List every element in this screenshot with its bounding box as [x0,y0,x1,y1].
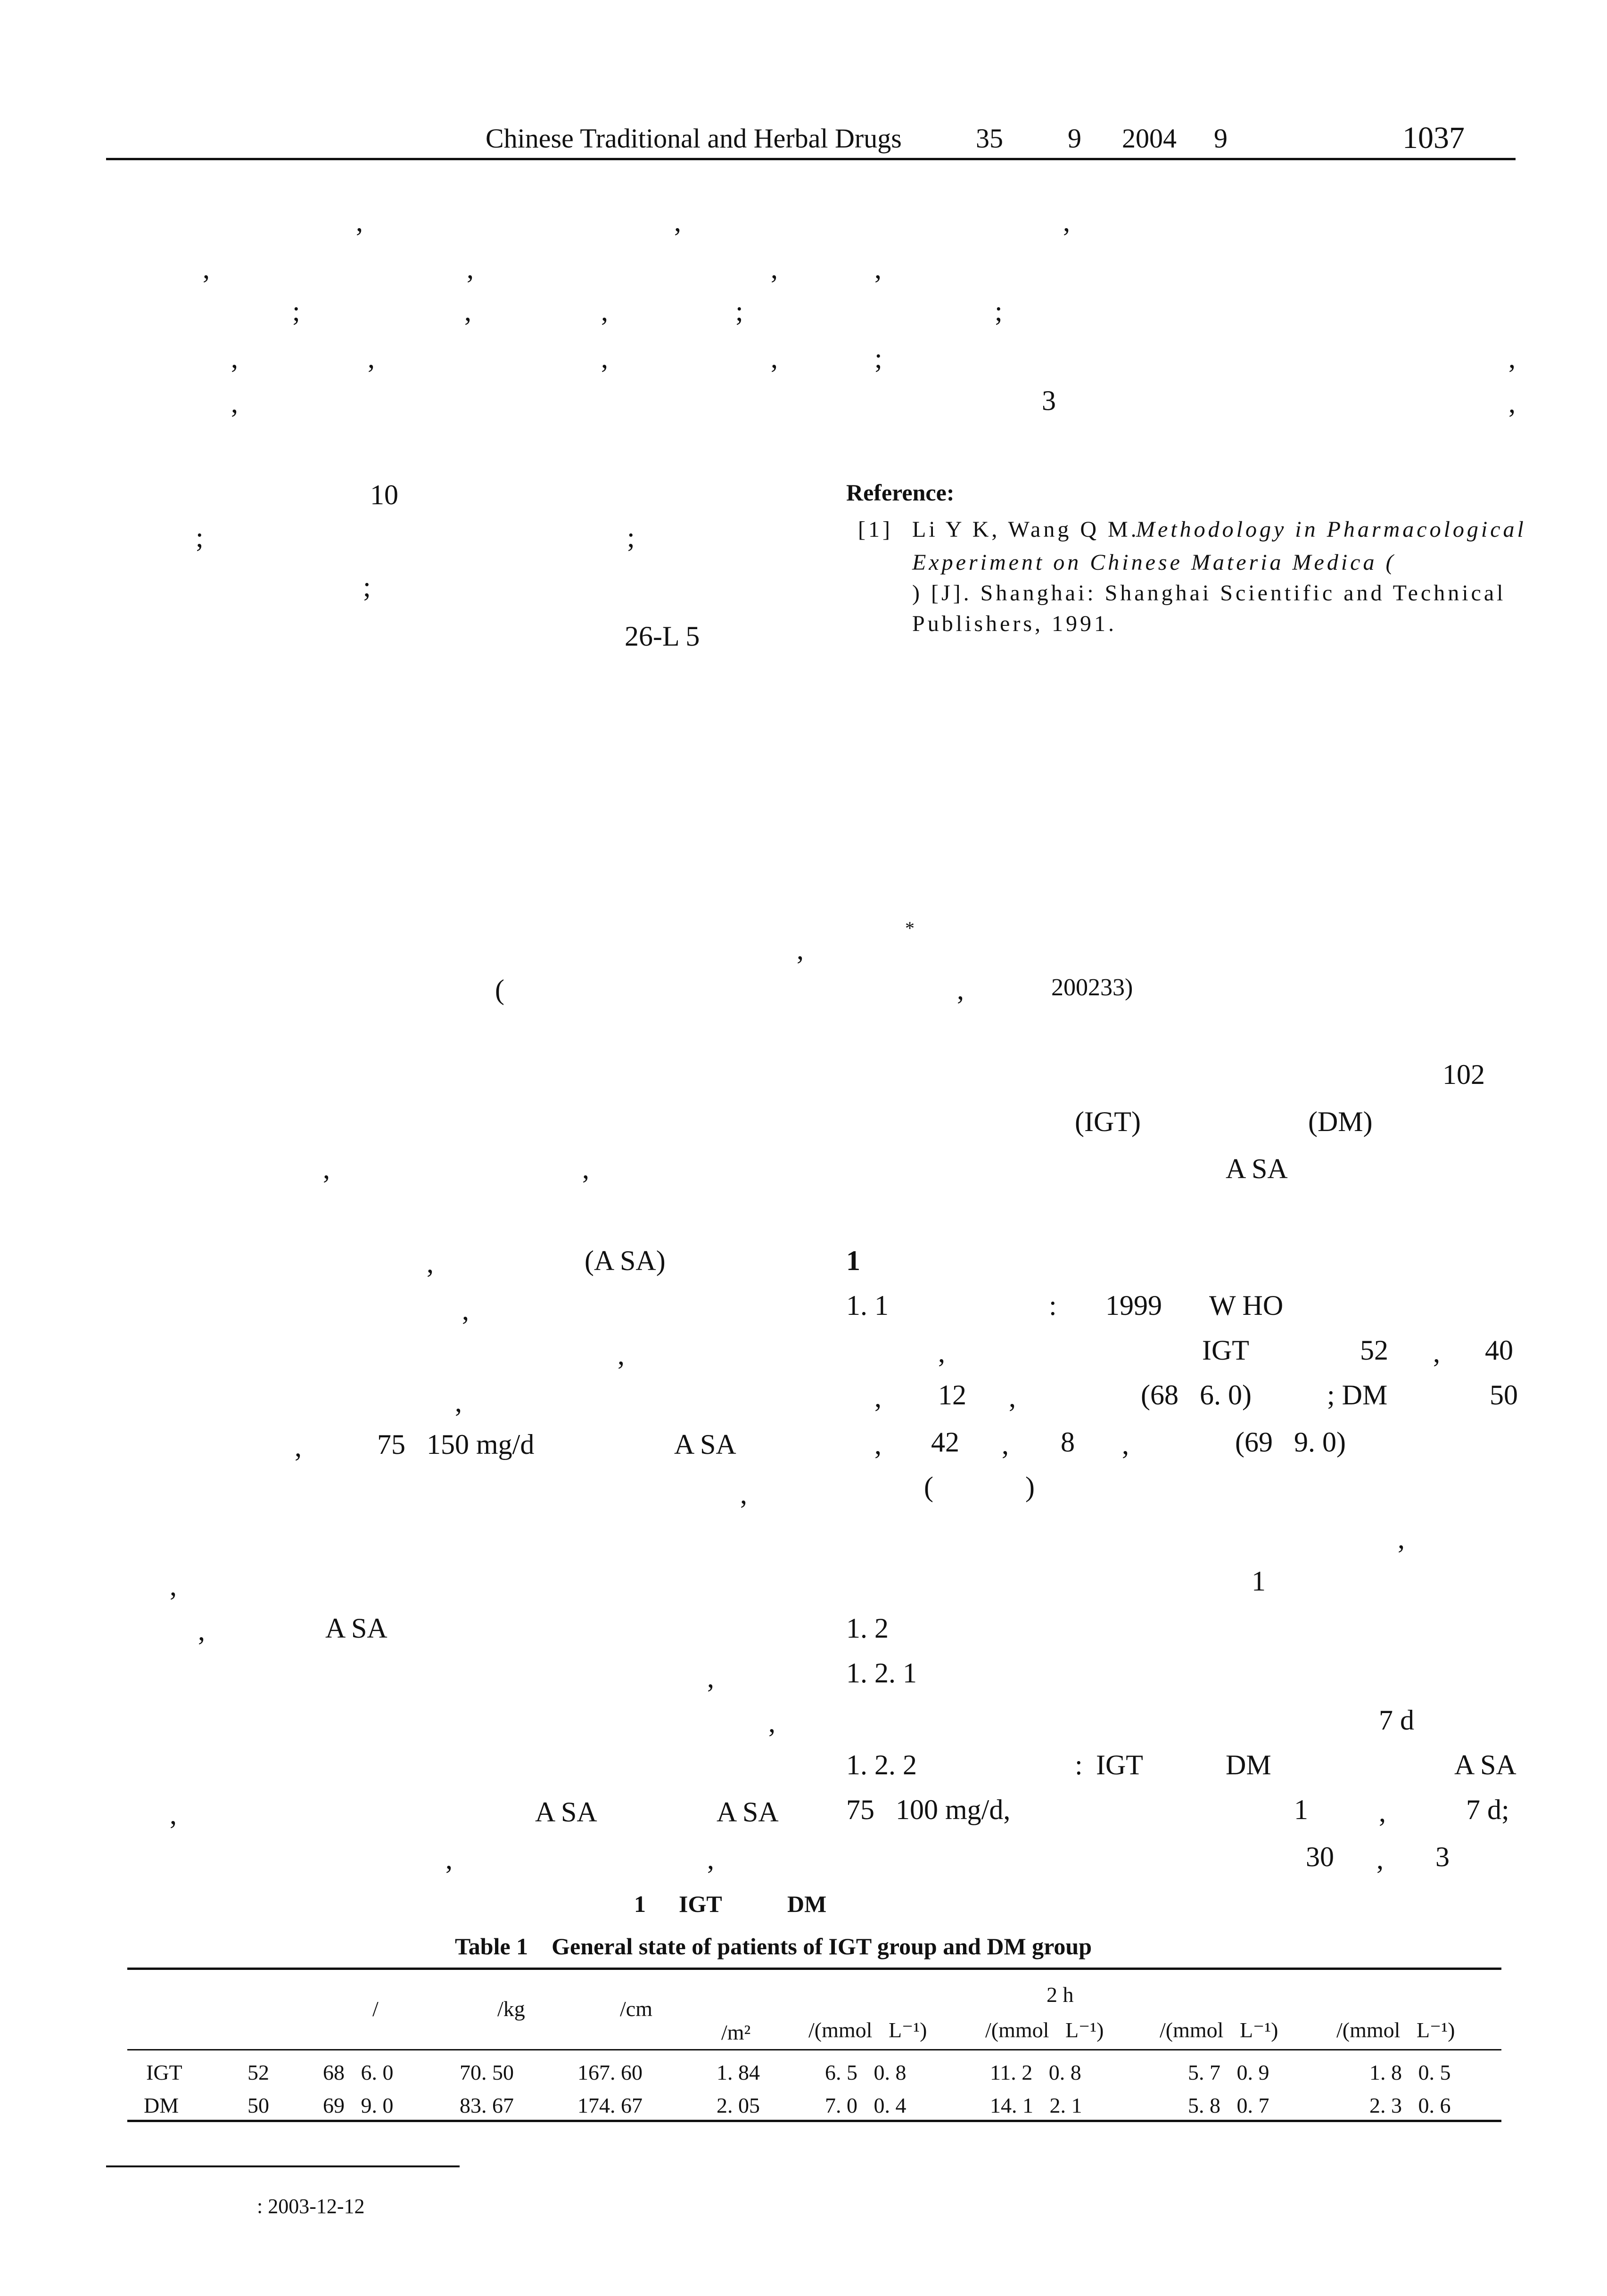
table-cell: 68 6. 0 [323,2060,394,2084]
table-header-height: /cm [620,1997,652,2021]
reference-heading: Reference: [846,479,955,506]
unit-text: 26-L 5 [625,621,700,652]
abbr-igt: IGT [1096,1749,1143,1780]
punct: , [170,1570,177,1601]
section-1-2-1-heading: 1. 2. 1 [846,1657,917,1689]
number: 42 [931,1427,959,1458]
table-top-rule [127,1968,1501,1970]
punct: , [771,343,778,374]
table-header-fbg: /(mmol L⁻¹) [808,2018,927,2042]
reference-title-cont: Experiment on Chinese Materia Medica ( [912,550,1396,575]
punct: ; [995,295,1003,327]
punct: , [674,206,681,237]
dose-range: 75 100 mg/d, [846,1794,1011,1825]
table-mid-rule [127,2049,1501,2050]
table-cell: 6. 5 0. 8 [825,2060,907,2084]
punct: , [1398,1523,1405,1554]
year: 2004 [1122,123,1177,154]
table-cell: 50 [247,2093,269,2117]
punct: , [464,295,471,327]
punct: , [582,1153,589,1184]
reference-title: Methodology in Pharmacological [1136,517,1526,542]
section-1-heading: 1 [846,1245,860,1276]
abbr-dm: ; DM [1327,1379,1388,1410]
punct: , [170,1799,177,1830]
table-cell: IGT [146,2060,182,2084]
table-caption-dm: DM [787,1891,827,1917]
punct: , [462,1295,469,1326]
punct: , [601,295,608,327]
punct: ; [874,343,882,374]
page-number: 1037 [1402,121,1465,155]
number: 30 [1306,1841,1334,1872]
table-cell: 69 9. 0 [323,2093,394,2117]
punct: , [1508,387,1516,418]
volume: 35 [976,123,1003,154]
table-cell: 52 [247,2060,269,2084]
month: 9 [1214,123,1228,154]
abbr-asa: A SA [1226,1153,1288,1184]
table-cell: 5. 8 0. 7 [1188,2093,1269,2117]
punct: , [455,1386,462,1418]
table-cell: 174. 67 [577,2093,643,2117]
issue: 9 [1068,123,1081,154]
number: 8 [1061,1427,1075,1458]
table-caption-number: 1 [634,1891,646,1917]
abbr-asa: A SA [674,1429,736,1460]
table-cell: 2. 3 0. 6 [1369,2093,1451,2117]
punct: , [1508,343,1516,374]
number: 1 [1294,1794,1308,1825]
table-caption-igt: IGT [679,1891,722,1917]
reference-publisher: ) [J]. Shanghai: Shanghai Scientific and Technical [912,581,1506,606]
table-cell: 7. 0 0. 4 [825,2093,907,2117]
table-header-tg: /(mmol L⁻¹) [1336,2018,1455,2042]
affiliation-open: ( [495,974,504,1005]
reference-number: [1] [858,517,893,542]
abbr-dm: (DM) [1308,1106,1373,1137]
received-date: : 2003-12-12 [257,2195,365,2218]
affiliation-postcode: 200233) [1051,974,1133,1001]
punct: , [601,343,608,374]
reference-authors: Li Y K, Wang Q M. [912,517,1139,542]
punct: , [1379,1796,1386,1828]
punct: ; [292,295,300,327]
journal-name: Chinese Traditional and Herbal Drugs [486,123,902,154]
punct: , [1122,1429,1129,1460]
table-header-bsa: /m² [721,2020,751,2044]
punct: , [618,1339,625,1370]
header-rule [106,158,1516,160]
author-separator: , [797,934,804,965]
abbr-dm: DM [1226,1749,1271,1780]
footnote-rule [106,2165,460,2167]
corresponding-asterisk: * [905,918,915,939]
abbr-asa: A SA [717,1796,779,1828]
punct: , [1063,206,1070,237]
section-1-1-heading: 1. 1 [846,1290,889,1321]
table-header-2h: 2 h [1047,1983,1074,2007]
section-1-2-2-heading: 1. 2. 2 [846,1749,917,1780]
table-header-weight: /kg [497,1997,525,2021]
table-cell: 5. 7 0. 9 [1188,2060,1269,2084]
table-header-tc: /(mmol L⁻¹) [1160,2018,1278,2042]
number: 3 [1435,1841,1450,1872]
table-cell: 1. 8 0. 5 [1369,2060,1451,2084]
punct: , [874,1382,882,1413]
abbr-asa: (A SA) [585,1245,666,1276]
punct: , [295,1431,302,1462]
punct: , [874,253,882,284]
age-igt: (68 6. 0) [1141,1379,1252,1410]
table-bottom-rule [127,2120,1501,2122]
punct: , [231,343,238,374]
table-cell: DM [144,2093,179,2117]
punct: : [1075,1749,1083,1780]
punct: , [427,1247,434,1279]
punct: , [1376,1844,1384,1875]
punct: ; [627,522,635,553]
punct: , [323,1153,330,1184]
duration: 7 d; [1466,1794,1509,1825]
abbr-who: W HO [1209,1290,1284,1321]
punct: , [198,1615,205,1646]
table-header-age: / [372,1997,379,2021]
table-cell: 167. 60 [577,2060,643,2084]
table-cell: 14. 1 2. 1 [990,2093,1082,2117]
number: 10 [370,479,398,510]
table-cell: 11. 2 0. 8 [990,2060,1081,2084]
paren-open: ( [924,1471,933,1502]
number: 102 [1442,1059,1485,1090]
table-ref: 1 [1252,1566,1266,1597]
punct: , [707,1662,714,1693]
punct: , [771,253,778,284]
punct: ; [363,571,371,602]
punct: , [467,253,474,284]
punct: , [231,387,238,418]
number: 3 [1042,385,1056,416]
punct: , [768,1707,775,1738]
table-cell: 1. 84 [717,2060,760,2084]
year: 1999 [1105,1290,1162,1321]
table-cell: 2. 05 [717,2093,760,2117]
punct: , [1433,1337,1440,1368]
reference-publisher-cont: Publishers, 1991. [912,611,1117,636]
punct: , [938,1337,945,1368]
abbr-asa: A SA [1454,1749,1516,1780]
abbr-asa: A SA [325,1613,387,1644]
punct: , [445,1844,453,1875]
punct: , [740,1478,747,1509]
affiliation-comma: , [957,974,964,1005]
duration: 7 d [1379,1705,1414,1736]
table-cell: 70. 50 [460,2060,514,2084]
punct: , [1002,1429,1009,1460]
dose-range: 75 150 mg/d [377,1429,535,1460]
abbr-asa: A SA [535,1796,597,1828]
number: 40 [1485,1335,1513,1366]
paren-close: ) [1025,1471,1035,1502]
table-header-2hbg: /(mmol L⁻¹) [985,2018,1104,2042]
number: 52 [1360,1335,1388,1366]
punct: , [707,1844,714,1875]
number: 50 [1490,1379,1518,1410]
punct: , [1009,1382,1016,1413]
punct: , [368,343,375,374]
punct: ; [196,522,204,553]
table-cell: 83. 67 [460,2093,514,2117]
age-dm: (69 9. 0) [1235,1427,1346,1458]
punct: , [874,1429,882,1460]
punct: ; [735,295,743,327]
abbr-igt: IGT [1202,1335,1249,1366]
section-1-2-heading: 1. 2 [846,1613,889,1644]
punct: , [203,253,210,284]
punct: : [1049,1290,1057,1321]
table-caption-english: Table 1 General state of patients of IGT group and DM group [455,1933,1092,1960]
number: 12 [938,1379,966,1410]
punct: , [356,206,363,237]
abbr-igt: (IGT) [1075,1106,1141,1137]
